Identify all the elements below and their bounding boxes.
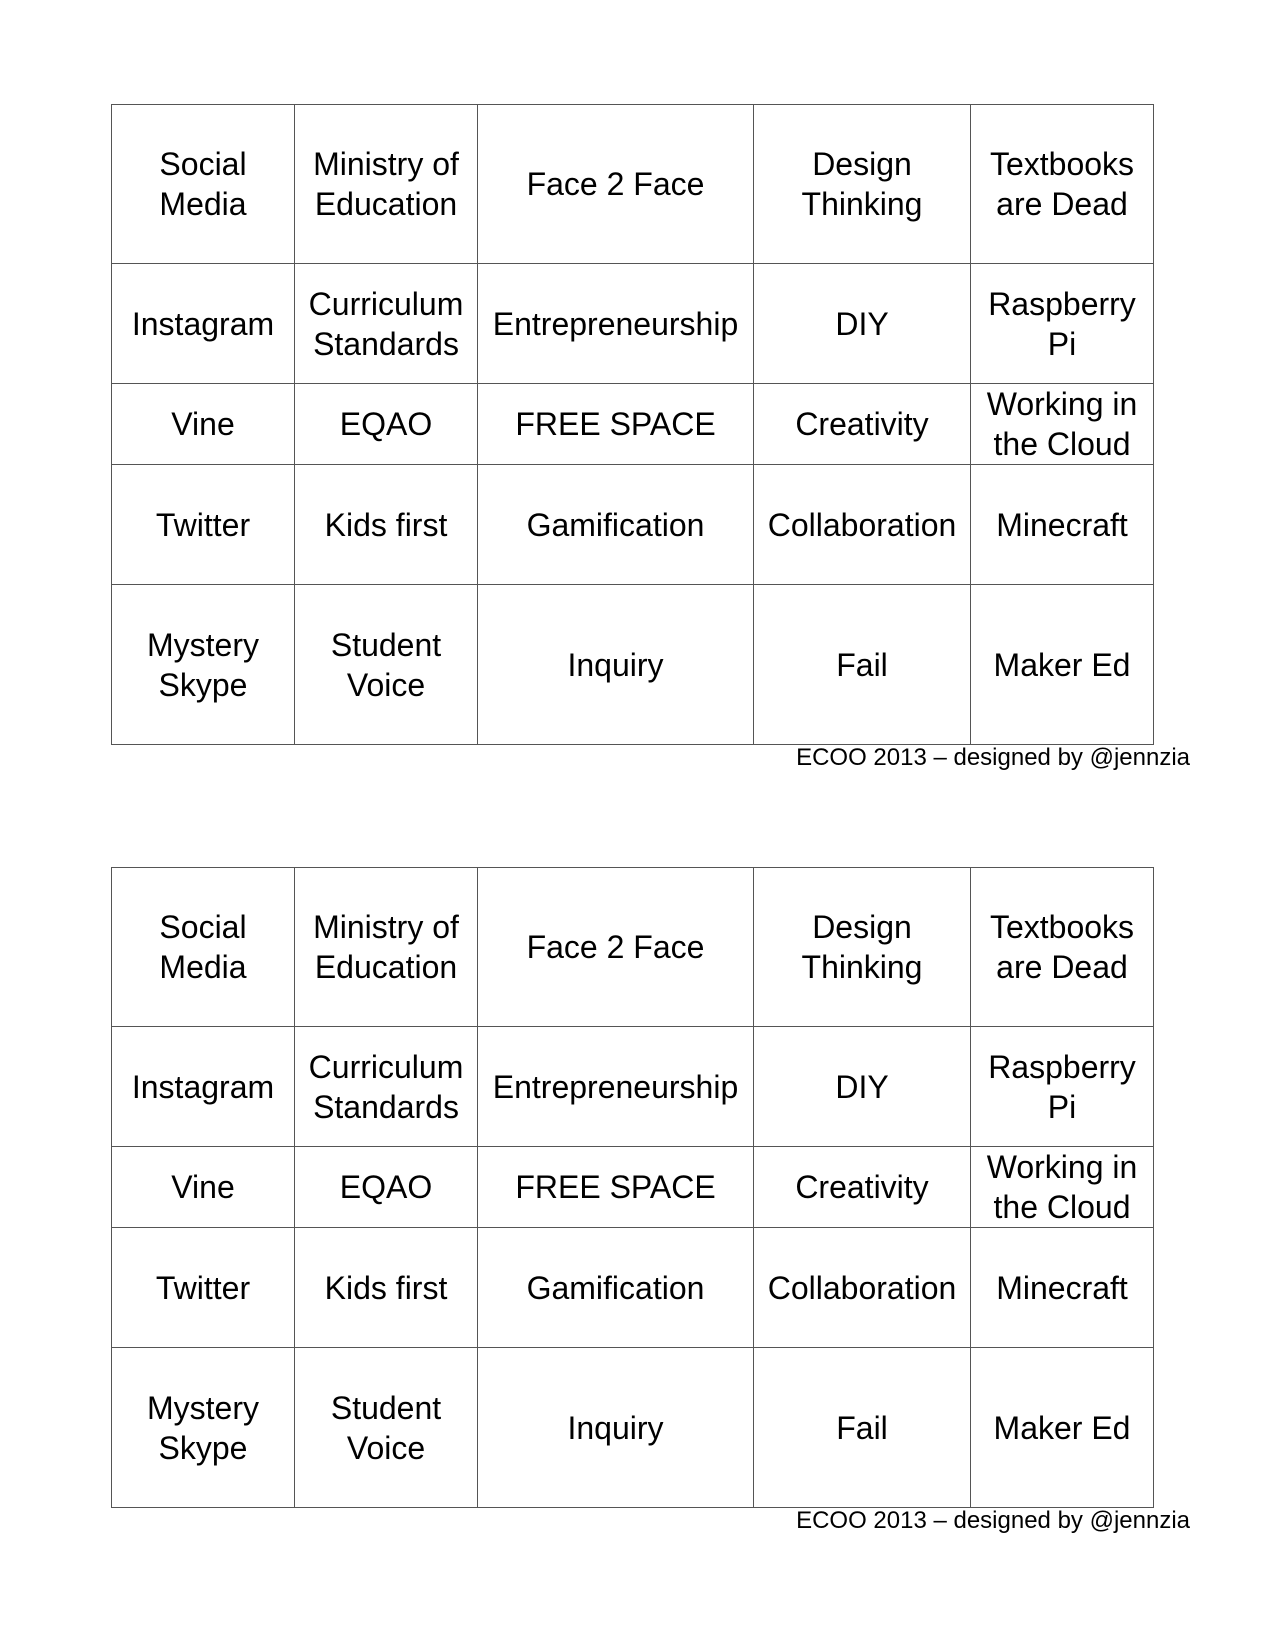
bingo-cell: Inquiry bbox=[478, 1348, 754, 1508]
bingo-card-2 bbox=[111, 867, 1190, 1534]
bingo-cell: Maker Ed bbox=[971, 585, 1154, 745]
bingo-cell: Ministry of Education bbox=[295, 868, 478, 1027]
bingo-cell: Creativity bbox=[754, 1147, 971, 1228]
bingo-cell: Curriculum Standards bbox=[295, 1027, 478, 1147]
bingo-cell: Mystery Skype bbox=[112, 1348, 295, 1508]
grid-row bbox=[112, 585, 1154, 745]
bingo-cell: Creativity bbox=[754, 384, 971, 465]
bingo-cell: Curriculum Standards bbox=[295, 264, 478, 384]
bingo-card-1 bbox=[111, 104, 1190, 771]
bingo-cell: Fail bbox=[754, 585, 971, 745]
bingo-cell: Gamification bbox=[478, 465, 754, 585]
bingo-cell: Textbooks are Dead bbox=[971, 868, 1154, 1027]
grid-row bbox=[112, 1027, 1154, 1147]
bingo-cell: DIY bbox=[754, 1027, 971, 1147]
bingo-cell: Entrepreneurship bbox=[478, 264, 754, 384]
bingo-cell: Kids first bbox=[295, 465, 478, 585]
bingo-cell: Design Thinking bbox=[754, 868, 971, 1027]
credit-line: ECOO 2013 – designed by @jennzia bbox=[796, 1507, 1190, 1534]
bingo-cell: Maker Ed bbox=[971, 1348, 1154, 1508]
bingo-cell: Working in the Cloud bbox=[971, 384, 1154, 465]
grid-row bbox=[112, 1147, 1154, 1228]
bingo-cell: Instagram bbox=[112, 264, 295, 384]
grid-row bbox=[112, 1348, 1154, 1508]
bingo-cell: Design Thinking bbox=[754, 105, 971, 264]
bingo-cell: EQAO bbox=[295, 384, 478, 465]
bingo-cell: Minecraft bbox=[971, 1228, 1154, 1348]
grid-row bbox=[112, 264, 1154, 384]
bingo-cell: Twitter bbox=[112, 1228, 295, 1348]
bingo-cell: Vine bbox=[112, 1147, 295, 1228]
credit-line: ECOO 2013 – designed by @jennzia bbox=[796, 744, 1190, 771]
free-space-cell: FREE SPACE bbox=[478, 384, 754, 465]
bingo-cell: Twitter bbox=[112, 465, 295, 585]
bingo-cell: Social Media bbox=[112, 868, 295, 1027]
bingo-cell: Minecraft bbox=[971, 465, 1154, 585]
bingo-cell: Raspberry Pi bbox=[971, 1027, 1154, 1147]
bingo-grid bbox=[111, 867, 1154, 1508]
bingo-cell: Fail bbox=[754, 1348, 971, 1508]
bingo-cell: Face 2 Face bbox=[478, 105, 754, 264]
grid-row bbox=[112, 1228, 1154, 1348]
bingo-cell: Student Voice bbox=[295, 585, 478, 745]
bingo-cell: Gamification bbox=[478, 1228, 754, 1348]
bingo-cell: Inquiry bbox=[478, 585, 754, 745]
bingo-cell: Student Voice bbox=[295, 1348, 478, 1508]
grid-row bbox=[112, 868, 1154, 1027]
bingo-cell: DIY bbox=[754, 264, 971, 384]
bingo-grid bbox=[111, 104, 1154, 745]
bingo-cell: Social Media bbox=[112, 105, 295, 264]
bingo-cell: Raspberry Pi bbox=[971, 264, 1154, 384]
bingo-cell: Textbooks are Dead bbox=[971, 105, 1154, 264]
bingo-cell: EQAO bbox=[295, 1147, 478, 1228]
bingo-cell: Working in the Cloud bbox=[971, 1147, 1154, 1228]
bingo-cell: Kids first bbox=[295, 1228, 478, 1348]
bingo-cell: Face 2 Face bbox=[478, 868, 754, 1027]
grid-row bbox=[112, 105, 1154, 264]
bingo-cell: Collaboration bbox=[754, 1228, 971, 1348]
bingo-cell: Ministry of Education bbox=[295, 105, 478, 264]
free-space-cell: FREE SPACE bbox=[478, 1147, 754, 1228]
bingo-cell: Vine bbox=[112, 384, 295, 465]
bingo-cell: Entrepreneurship bbox=[478, 1027, 754, 1147]
bingo-cell: Mystery Skype bbox=[112, 585, 295, 745]
grid-row bbox=[112, 384, 1154, 465]
bingo-cell: Collaboration bbox=[754, 465, 971, 585]
grid-row bbox=[112, 465, 1154, 585]
bingo-cell: Instagram bbox=[112, 1027, 295, 1147]
